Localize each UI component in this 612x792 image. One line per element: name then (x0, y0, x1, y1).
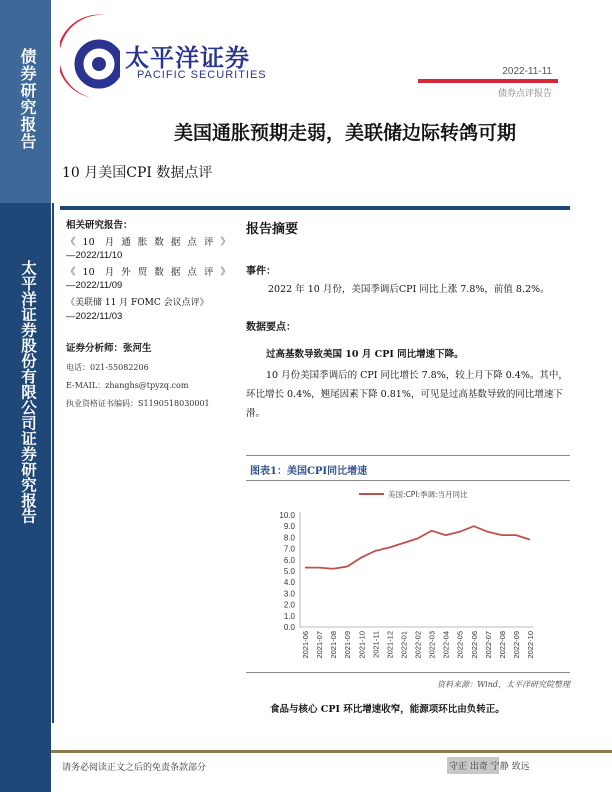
y-tick-label: 5.0 (283, 567, 295, 576)
related-report-title[interactable]: 《美联储 11 月 FOMC 会议点评》 (66, 298, 209, 308)
sidebar-bottom-label: 太平洋证券股份有限公司证券研究报告 (19, 260, 38, 524)
x-tick-label: 2022-07 (483, 631, 493, 659)
y-tick-label: 6.0 (283, 555, 295, 565)
sidebar-top (0, 0, 51, 203)
y-tick-label: 1.0 (283, 611, 295, 621)
y-tick-label: 3.0 (283, 589, 295, 599)
x-tick-label: 2021-07 (315, 631, 325, 659)
chart-title: 图表1：美国CPI同比增速 (250, 466, 368, 477)
summary-heading: 报告摘要 (246, 222, 299, 237)
y-tick-label: 2.0 (283, 600, 295, 610)
x-tick-label: 2021-06 (301, 631, 310, 659)
y-tick-label: 0.0 (283, 623, 295, 632)
point2-title: 食品与核心 CPI 环比增速收窄，能源项环比由负转正。 (270, 704, 505, 715)
event-text: 2022 年 10 月份，美国季调后CPI 同比上涨 7.8%，前值 8.2%。 (268, 284, 550, 295)
related-report-date: —2022/11/10 (66, 250, 123, 261)
sidebar-top-label: 债券研究报告 (18, 48, 37, 150)
point1-title: 过高基数导致美国 10 月 CPI 同比增速下降。 (266, 349, 464, 360)
chart-source: 资料来源：Wind，太平洋研究院整理 (437, 680, 570, 689)
x-tick-label: 2021-10 (357, 631, 367, 659)
related-heading: 相关研究报告： (66, 220, 133, 231)
x-tick-label: 2021-09 (343, 631, 353, 659)
x-tick-label: 2022-04 (441, 631, 451, 659)
point1-text: 10 月份美国季调后的 CPI 同比增长 7.8%，较上月下降 0.4%。其中，环比增长 0.4%，翘尾因素下降 0.81%，可见是过高基数导致的同比增速下滑。 (246, 370, 568, 419)
x-tick-label: 2022-09 (511, 631, 521, 659)
footer-disclaimer[interactable]: 请务必阅读正文之后的免责条款部分 (62, 763, 207, 773)
y-tick-label: 8.0 (283, 533, 295, 543)
x-tick-label: 2022-05 (455, 631, 465, 659)
report-type: 债券点评报告 (497, 89, 552, 99)
analyst-license: 执业资格证书编码：S1190518030001 (66, 399, 210, 408)
cpi-series-line (305, 526, 530, 569)
report-date: 2022-11-11 (502, 66, 552, 77)
footer-line (51, 750, 612, 753)
x-tick-label: 2021-11 (371, 631, 381, 658)
x-tick-label: 2021-12 (385, 631, 395, 659)
footer-motto: 守正 出奇 宁静 致远 (447, 757, 499, 774)
related-report-title[interactable]: 《10 月外贸数据点评》 (66, 267, 230, 278)
y-tick-label: 4.0 (283, 578, 295, 588)
logo-text-en: PACIFIC SECURITIES (137, 69, 267, 81)
analyst-email[interactable]: E-MAIL：zhanghs@tpyzq.com (66, 381, 189, 390)
header-red-line (418, 79, 558, 83)
legend-label: 美国:CPI:季调:当月同比 (388, 490, 468, 499)
logo-icon (60, 12, 120, 102)
points-heading: 数据要点： (246, 322, 296, 333)
x-tick-label: 2022-08 (497, 631, 507, 659)
page-title: 美国通胀预期走弱，美联储边际转鸽可期 (173, 122, 516, 144)
x-tick-label: 2022-03 (427, 631, 437, 659)
x-tick-label: 2022-06 (469, 631, 479, 659)
related-report-title[interactable]: 《10 月通胀数据点评》 (66, 237, 230, 248)
left-border (52, 203, 54, 723)
analyst-heading: 证券分析师：张河生 (66, 343, 152, 354)
analyst-phone: 电话：021-55082206 (66, 363, 149, 372)
sidebar-bottom (0, 203, 51, 792)
x-tick-label: 2022-10 (526, 631, 535, 659)
related-report-date: —2022/11/09 (66, 280, 123, 291)
chart-bottom-line (246, 672, 570, 673)
section-rule (60, 206, 570, 210)
logo-text-cn: 太平洋证券 (125, 44, 250, 72)
cpi-line-chart (246, 480, 570, 670)
y-tick-label: 7.0 (283, 544, 295, 554)
x-tick-label: 2022-01 (399, 631, 409, 659)
y-tick-label: 9.0 (283, 522, 295, 532)
chart-legend (359, 489, 468, 499)
x-tick-label: 2021-08 (329, 631, 339, 659)
page-subtitle: 10 月美国CPI 数据点评 (62, 165, 213, 181)
x-tick-label: 2022-02 (413, 631, 423, 659)
related-report-date: —2022/11/03 (66, 311, 123, 322)
event-heading: 事件： (246, 266, 276, 277)
y-tick-label: 10.0 (279, 511, 295, 520)
chart-top-line (246, 455, 570, 456)
